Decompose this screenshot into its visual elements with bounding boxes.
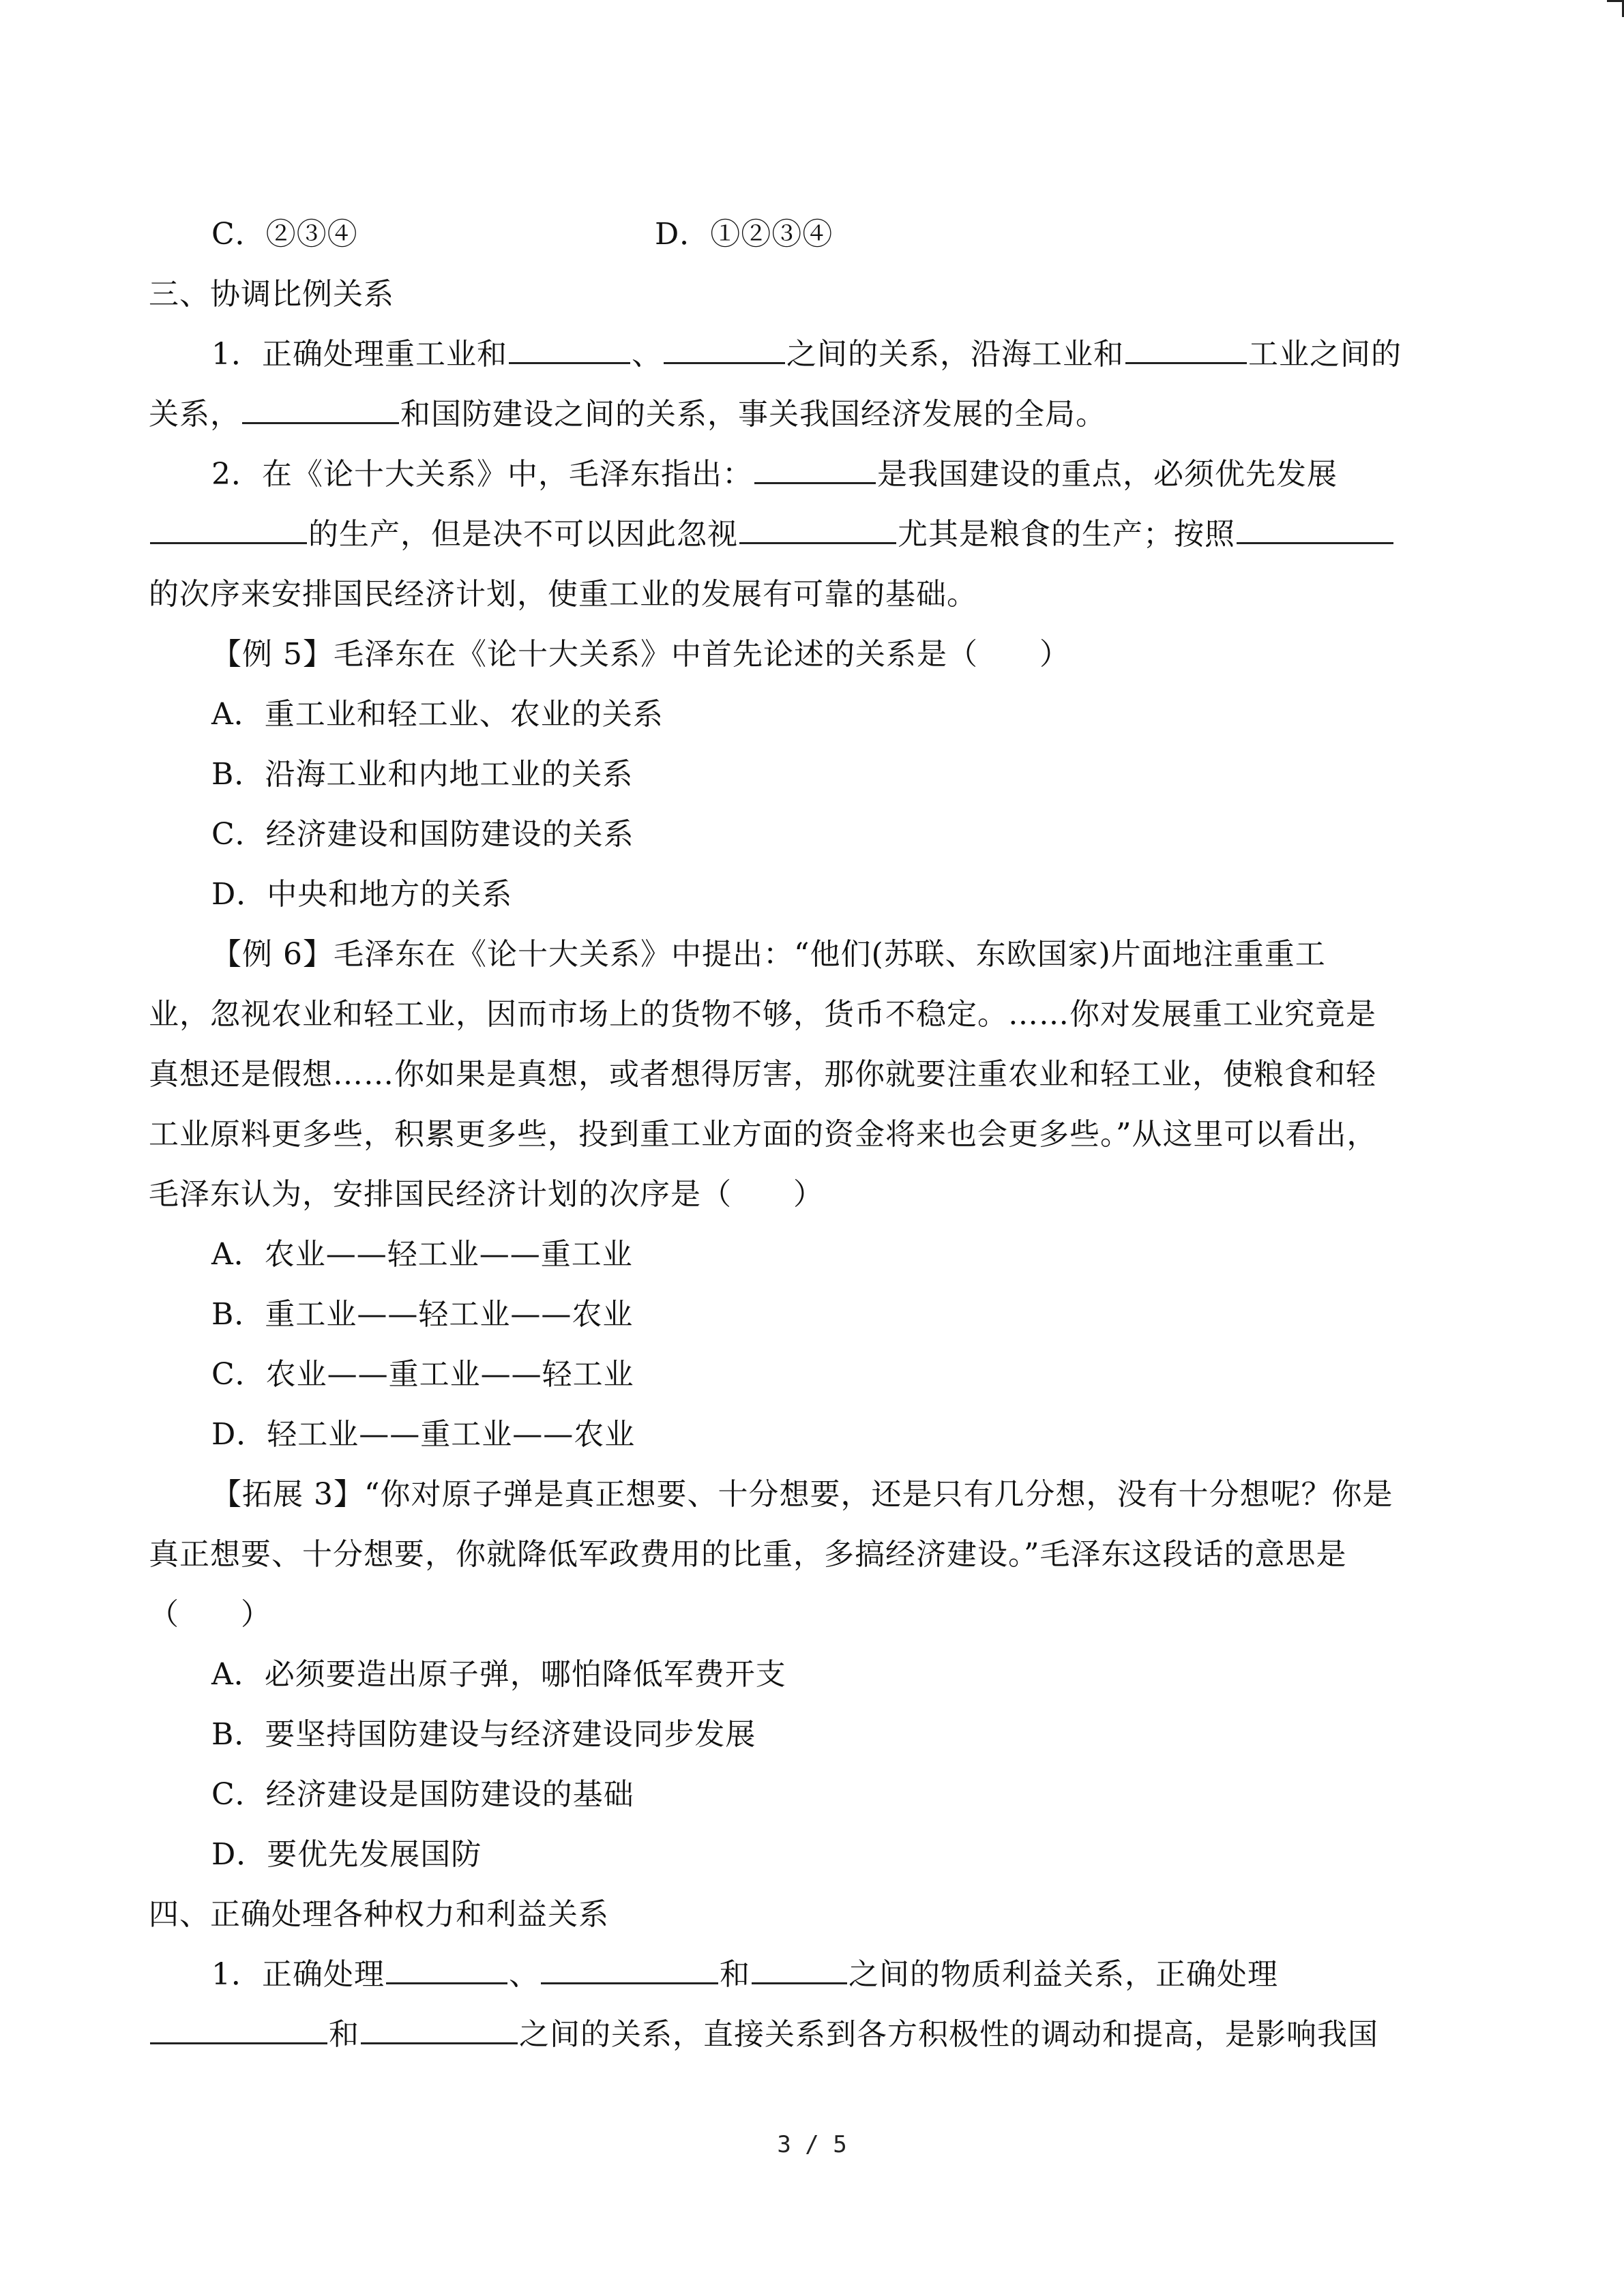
fill-blank[interactable] (150, 512, 307, 544)
example-6-line5: 毛泽东认为，安排国民经济计划的次序是（ ） (149, 1177, 824, 1212)
text: 工业之间的 (1248, 337, 1402, 372)
text: 之间的物质利益关系，正确处理 (848, 1957, 1278, 1992)
fill-blank[interactable] (1125, 332, 1247, 364)
fill-blank[interactable] (1237, 512, 1393, 544)
example-5-option-d[interactable]: D．中央和地方的关系 (211, 877, 513, 912)
example-6-line3: 真想还是假想……你如果是真想，或者想得厉害，那你就要注重农业和轻工业，使粮食和轻 (149, 1057, 1376, 1092)
fill-blank[interactable] (541, 1952, 718, 1984)
text: 之间的关系，沿海工业和 (786, 337, 1124, 372)
fill-blank[interactable] (361, 2012, 518, 2044)
extension-3-line1: 【拓展 3】“你对原子弹是真正想要、十分想要，还是只有几分想，没有十分想呢？你是 (211, 1477, 1393, 1512)
example-6-line2: 业，忽视农业和轻工业，因而市场上的货物不够，货币不稳定。……你对发展重工业究竟是 (149, 997, 1376, 1032)
example-5-option-c[interactable]: C．经济建设和国防建设的关系 (211, 817, 634, 852)
document-page (149, 205, 1475, 2065)
text: 是我国建设的重点，必须优先发展 (877, 457, 1338, 492)
option-c: C．②③④ (211, 217, 358, 252)
example-6-option-b[interactable]: B．重工业——轻工业——农业 (211, 1297, 634, 1332)
text: 1．正确处理 (211, 1957, 385, 1992)
section-3-q2-line3: 的次序来安排国民经济计划，使重工业的发展有可靠的基础。 (149, 577, 977, 612)
section-3-q2-line2 (149, 505, 1475, 565)
text: 之间的关系，直接关系到各方积极性的调动和提高，是影响我国 (519, 2017, 1378, 2052)
text: 2．在《论十大关系》中，毛泽东指出： (211, 457, 753, 492)
fill-blank[interactable] (752, 1952, 847, 1984)
text: 、 (509, 1957, 540, 1992)
example-5-stem: 【例 5】毛泽东在《论十大关系》中首先论述的关系是（ ） (211, 637, 1070, 672)
section-3-q2-line1 (149, 445, 1475, 505)
section-3-q1-line1 (149, 325, 1475, 385)
text: 和 (329, 2017, 359, 2052)
example-5-option-a[interactable]: A．重工业和轻工业、农业的关系 (211, 697, 664, 732)
extension-3-line2: 真正想要、十分想要，你就降低军政费用的比重，多搞经济建设。”毛泽东这段话的意思是 (149, 1537, 1347, 1572)
fill-blank[interactable] (739, 512, 896, 544)
section-3-heading: 三、协调比例关系 (149, 277, 394, 312)
extension-3-option-c[interactable]: C．经济建设是国防建设的基础 (211, 1777, 634, 1812)
extension-3-option-a[interactable]: A．必须要造出原子弹，哪怕降低军费开支 (211, 1657, 786, 1692)
example-6-line1: 【例 6】毛泽东在《论十大关系》中提出：“他们(苏联、东欧国家)片面地注重重工 (211, 937, 1326, 972)
example-6-option-c[interactable]: C．农业——重工业——轻工业 (211, 1357, 634, 1392)
option-d: D．①②③④ (655, 217, 833, 252)
text: 尤其是粮食的生产；按照 (898, 517, 1235, 552)
text: 关系， (149, 397, 241, 432)
fill-blank[interactable] (754, 452, 876, 484)
extension-3-option-b[interactable]: B．要坚持国防建设与经济建设同步发展 (211, 1717, 756, 1752)
example-6-option-a[interactable]: A．农业——轻工业——重工业 (211, 1237, 633, 1272)
text: 的生产，但是决不可以因此忽视 (308, 517, 738, 552)
example-5-option-b[interactable]: B．沿海工业和内地工业的关系 (211, 757, 634, 792)
fill-blank[interactable] (386, 1952, 507, 1984)
example-6-option-d[interactable]: D．轻工业——重工业——农业 (211, 1417, 636, 1452)
page-corner-mark (1607, 0, 1624, 17)
fill-blank[interactable] (150, 2012, 327, 2044)
fill-blank[interactable] (242, 392, 399, 424)
section-4-q1-line1 (149, 1945, 1475, 2005)
page-number: 3 / 5 (777, 2131, 847, 2158)
text: 1．正确处理重工业和 (211, 337, 507, 372)
section-4-heading: 四、正确处理各种权力和利益关系 (149, 1897, 609, 1932)
text: 和 (720, 1957, 750, 1992)
fill-blank[interactable] (664, 332, 785, 364)
top-options-row (149, 205, 1475, 265)
fill-blank[interactable] (509, 332, 630, 364)
text: 、 (632, 337, 662, 372)
example-6-line4: 工业原料更多些，积累更多些，投到重工业方面的资金将来也会更多些。”从这里可以看出， (149, 1117, 1378, 1152)
extension-3-option-d[interactable]: D．要优先发展国防 (211, 1837, 482, 1872)
section-4-q1-line2 (149, 2005, 1475, 2065)
text: 和国防建设之间的关系，事关我国经济发展的全局。 (400, 397, 1106, 432)
section-3-q1-line2 (149, 385, 1475, 445)
extension-3-line3: （ ） (149, 1597, 271, 1632)
